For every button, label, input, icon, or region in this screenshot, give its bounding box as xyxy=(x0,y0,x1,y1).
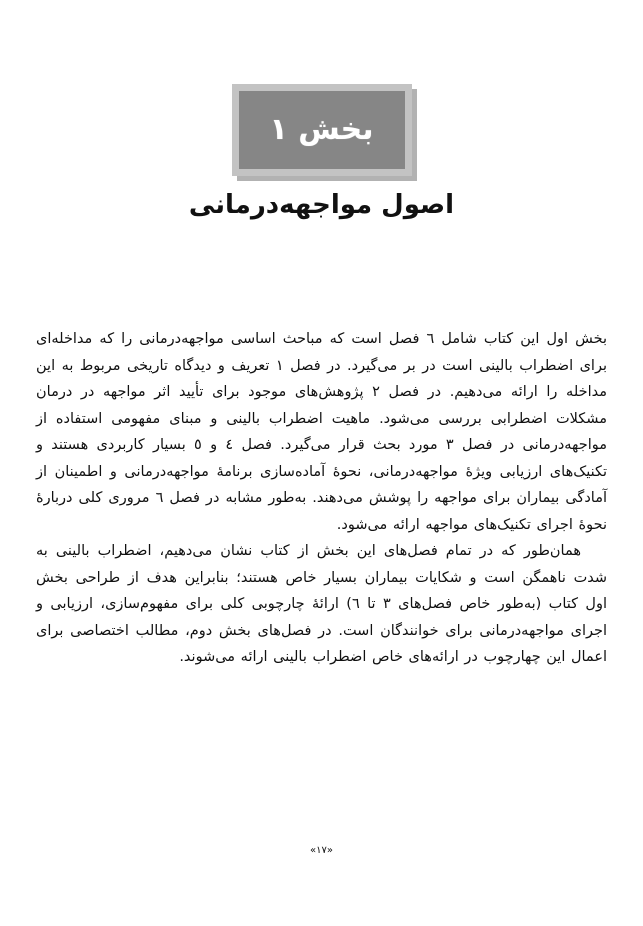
body-text xyxy=(36,326,607,671)
paragraph-1: بخش اول این کتاب شامل ٦ فصل است که مباحث اساسی مواجهه‌درمانی را که مداخله‌ای برای اضطراب بالینی است در بر می‌گیرد. در فصل ۱ تعریف و دیدگاه تاریخی مربوط به این مداخله را ارائه می‌دهیم. در فصل ۲ پژوهش‌های موجود برای تأیید اثر مواجهه در درمان مشکلات اضطرابی بررسی می‌شود. ماهیت اضطراب بالینی و مبنای مفهومی استفاده از مواجهه‌درمانی در فصل ۳ مورد بحث قرار می‌گیرد. فصل ٤ و ٥ بسیار کاربردی هستند و تکنیک‌های ارزیابی ویژهٔ مواجهه‌درمانی، نحوهٔ آماده‌سازی برنامهٔ مواجهه‌درمانی و اطمینان از آمادگی بیماران برای مواجهه را پوشش می‌دهند. به‌طور مشابه در فصل ٦ مروری کلی دربارهٔ نحوهٔ اجرای تکنیک‌های مواجهه ارائه می‌شود. xyxy=(36,331,608,533)
page-number: «۱۷» xyxy=(310,845,333,856)
section-box-wrap xyxy=(0,84,643,176)
page-title: اصول مواجهه‌درمانی xyxy=(188,190,455,220)
section-label: بخش ۱ xyxy=(269,112,374,147)
section-number-box xyxy=(232,84,412,176)
paragraph-2: همان‌طور که در تمام فصل‌های این بخش از کتاب نشان می‌دهیم، اضطراب بالینی به شدت ناهمگن است و شکایات بیماران بسیار خاص هستند؛ بنابراین هدف از طراحی بخش اول کتاب (به‌طور خاص فصل‌های ۳ تا ٦) ارائهٔ چارچوبی کلی برای مفهوم‌سازی، ارزیابی و اجرای مواجهه‌درمانی برای خوانندگان است. در فصل‌های بخش دوم، مطالب اختصاصی برای اعمال این چهارچوب در ارائه‌های خاص اضطراب بالینی ارائه می‌شوند. xyxy=(36,543,607,665)
section-number-box-inner xyxy=(239,91,405,169)
